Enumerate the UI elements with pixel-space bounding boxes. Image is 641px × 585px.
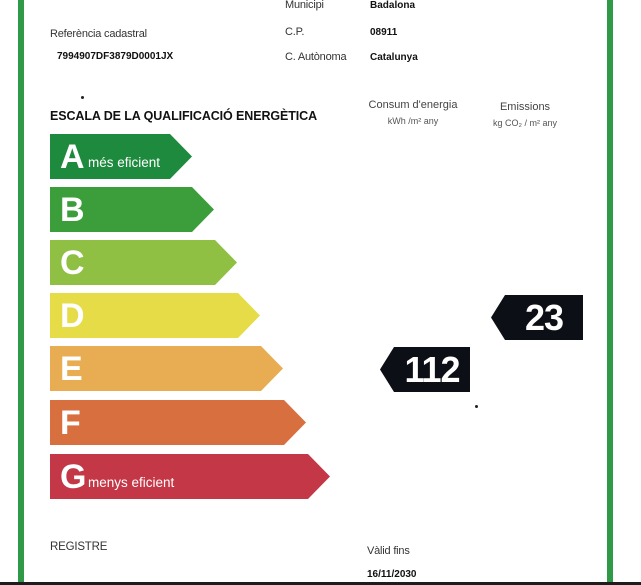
speck — [81, 96, 84, 99]
scale-title: ESCALA DE LA QUALIFICACIÓ ENERGÈTICA — [50, 109, 318, 123]
energy-band-letter: D — [60, 297, 85, 335]
energy-band-letter: A — [60, 138, 85, 176]
energy-band-letter: C — [60, 244, 85, 282]
referencia-value: 7994907DF3879D0001JX — [57, 51, 174, 62]
municipi-label: Municipi — [285, 0, 324, 11]
autonoma-label: C. Autònoma — [285, 51, 347, 63]
energy-band-letter: F — [60, 404, 81, 442]
referencia-label: Referència cadastral — [50, 28, 147, 40]
consum-heading: Consum d'energia — [368, 99, 458, 111]
energy-band-arrow — [50, 346, 283, 391]
energy-band-letter: E — [60, 350, 83, 388]
valid-label: Vàlid fins — [367, 545, 410, 557]
energy-band-description: més eficient — [88, 155, 161, 170]
energy-band-description: menys eficient — [88, 475, 175, 490]
energy-band-arrow — [50, 400, 306, 445]
right-green-border — [607, 0, 613, 585]
energy-band-c — [50, 240, 237, 285]
emissions-unit: kg CO₂ / m² any — [492, 118, 557, 128]
emissions-heading: Emissions — [499, 101, 551, 113]
energy-band-e — [50, 346, 283, 391]
energy-band-g — [50, 454, 330, 499]
municipi-value: Badalona — [370, 0, 416, 11]
cp-value: 08911 — [370, 27, 398, 38]
consum-rating-value: 112 — [404, 349, 460, 390]
consum-rating-marker — [380, 347, 470, 392]
energy-band-a — [50, 134, 192, 179]
energy-band-letter: B — [60, 191, 85, 229]
speck — [475, 405, 478, 408]
cp-label: C.P. — [285, 26, 305, 38]
emissions-rating-marker — [491, 295, 583, 340]
energy-band-b — [50, 187, 214, 232]
left-green-border — [18, 0, 24, 585]
energy-band-f — [50, 400, 306, 445]
autonoma-value: Catalunya — [370, 52, 418, 63]
consum-unit: kWh /m² any — [387, 116, 439, 126]
energy-band-letter: G — [60, 458, 87, 496]
registre-label: REGISTRE — [50, 541, 108, 553]
valid-value: 16/11/2030 — [367, 569, 417, 580]
emissions-rating-value: 23 — [524, 297, 564, 338]
energy-band-d — [50, 293, 260, 338]
